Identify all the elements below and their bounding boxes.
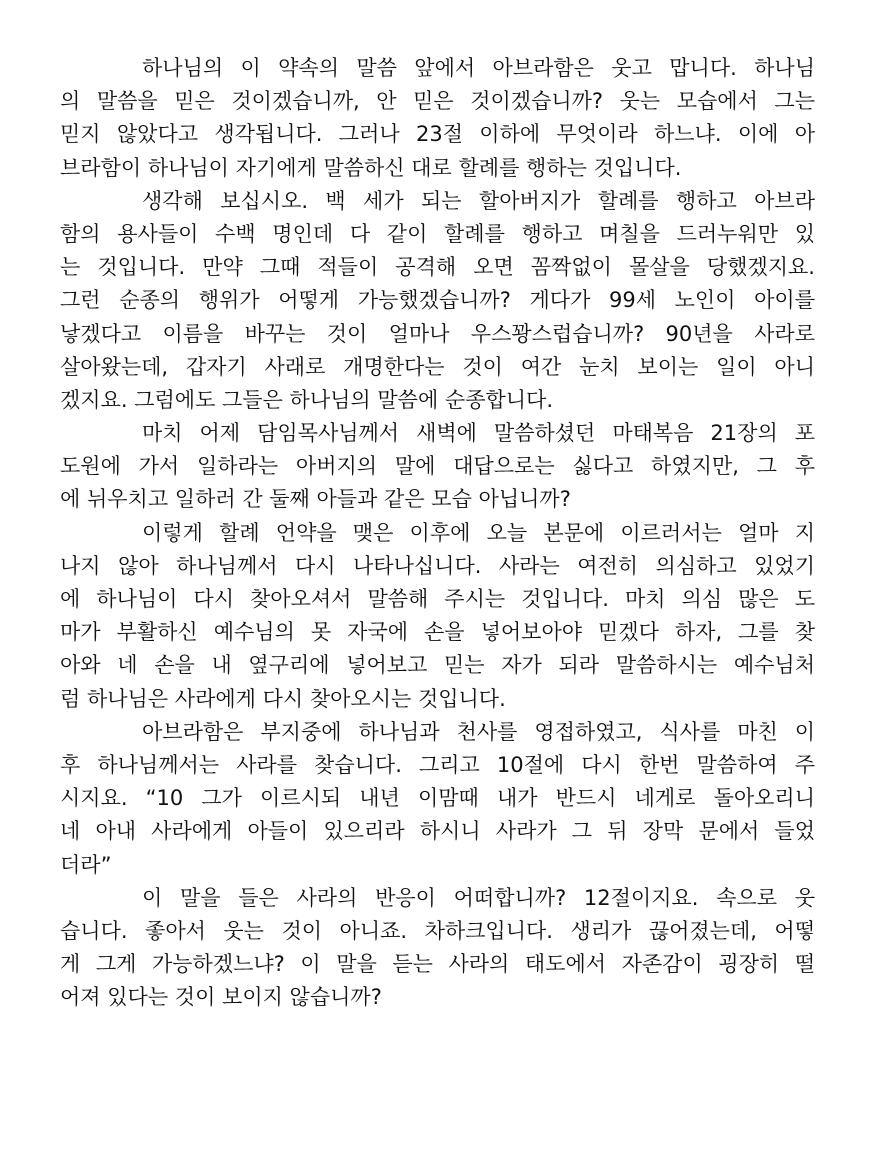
text-line: 살아왔는데, 갑자기 사래로 개명한다는 것이 여간 눈치 보이는 일이 아니 [60,354,815,379]
text-line: 도원에 가서 일하라는 아버지의 말에 대답으로는 싫다고 하였지만, 그 후 [60,454,815,479]
text-line: 브라함이 하나님이 자기에게 말씀하신 대로 할례를 행하는 것입니다. [60,155,682,180]
text-line: 낳겠다고 이름을 바꾸는 것이 얼마나 우스꽝스럽습니까? 90년을 사라로 [60,321,815,346]
paragraph [60,517,815,716]
text-line: 생각해 보십시오. 백 세가 되는 할아버지가 할례를 행하고 아브라 [142,188,815,213]
text-line: 이렇게 할례 언약을 맺은 이후에 오늘 본문에 이르러서는 얼마 지 [142,520,815,545]
text-line: 의 말씀을 믿은 것이겠습니까, 안 믿은 것이겠습니까? 웃는 모습에서 그는 [60,89,815,114]
paragraph [60,716,815,882]
paragraph [60,417,815,517]
text-line: 그런 순종의 행위가 어떻게 가능했겠습니까? 게다가 99세 노인이 아이를 [60,288,815,313]
text-line: 믿지 않았다고 생각됩니다. 그러나 23절 이하에 무엇이라 하느냐. 이에 아 [60,122,815,147]
paragraph [60,52,815,185]
text-line: 하나님의 이 약속의 말씀 앞에서 아브라함은 웃고 맙니다. 하나님 [142,56,815,80]
text-line: 후 하나님께서는 사라를 찾습니다. 그리고 10절에 다시 한번 말씀하여 주 [60,752,815,777]
text-line: 나지 않아 하나님께서 다시 나타나십니다. 사라는 여전히 의심하고 있었기 [60,553,815,578]
text-line: 아와 네 손을 내 옆구리에 넣어보고 믿는 자가 되라 말씀하시는 예수님처 [60,653,815,678]
text-line: 함의 용사들이 수백 명인데 다 같이 할례를 행하고 며칠을 드러누워만 있 [60,221,815,246]
text-line: 럼 하나님은 사라에게 다시 찾아오시는 것입니다. [60,686,506,711]
text-line: 겠지요. 그럼에도 그들은 하나님의 말씀에 순종합니다. [60,387,554,412]
text-line: 더라” [60,852,112,877]
text-line: 습니다. 좋아서 웃는 것이 아니죠. 차하크입니다. 생리가 끊어졌는데, 어떻 [60,918,815,943]
text-line: 시지요. “10 그가 이르시되 내년 이맘때 내가 반드시 네게로 돌아오리니 [60,786,815,811]
text-line: 이 말을 들은 사라의 반응이 어떠합니까? 12절이지요. 속으로 웃 [142,885,815,910]
text-line: 게 그게 가능하겠느냐? 이 말을 듣는 사라의 태도에서 자존감이 굉장히 떨 [60,952,815,977]
text-line: 마가 부활하신 예수님의 못 자국에 손을 넣어보아야 믿겠다 하자, 그를 찾 [60,620,815,645]
text-line: 아브라함은 부지중에 하나님과 천사를 영접하였고, 식사를 마친 이 [142,719,815,744]
text-line: 에 뉘우치고 일하러 간 둘째 아들과 같은 모습 아닙니까? [60,487,571,512]
paragraph [60,185,815,417]
paragraph [60,882,815,1015]
text-line: 에 하나님이 다시 찾아오셔서 말씀해 주시는 것입니다. 마치 의심 많은 도 [60,587,815,611]
text-line: 는 것입니다. 만약 그때 적들이 공격해 오면 꼼짝없이 몰살을 당했겠지요. [60,255,815,280]
text-line: 마치 어제 담임목사님께서 새벽에 말씀하셨던 마태복음 21장의 포 [142,421,815,446]
document-page [60,52,815,1014]
text-line: 네 아내 사라에게 아들이 있으리라 하시니 사라가 그 뒤 장막 문에서 들었 [60,819,815,844]
text-line: 어져 있다는 것이 보이지 않습니까? [60,985,382,1010]
